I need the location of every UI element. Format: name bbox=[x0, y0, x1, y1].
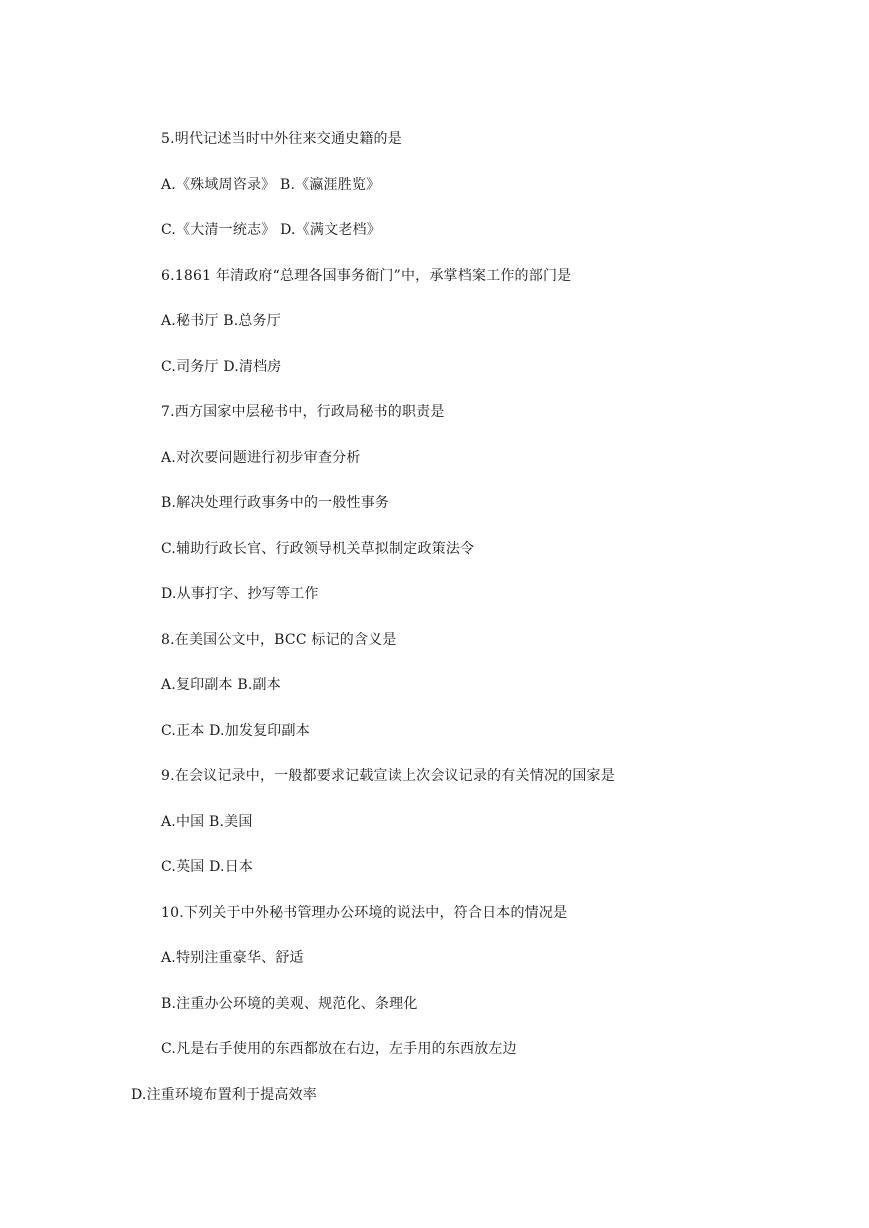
question-5-stem: 5.明代记述当时中外往来交通史籍的是 bbox=[161, 131, 402, 147]
question-5-options-cd: C.《大清一统志》 D.《满文老档》 bbox=[161, 222, 381, 238]
question-9-options-cd: C.英国 D.日本 bbox=[161, 859, 254, 875]
question-9-options-ab: A.中国 B.美国 bbox=[161, 814, 253, 830]
question-7-stem: 7.西方国家中层秘书中，行政局秘书的职责是 bbox=[161, 404, 445, 420]
question-6-options-cd: C.司务厅 D.清档房 bbox=[161, 359, 282, 375]
question-7-option-a: A.对次要问题进行初步审查分析 bbox=[161, 450, 361, 466]
question-10-option-c: C.凡是右手使用的东西都放在右边，左手用的东西放左边 bbox=[161, 1041, 517, 1057]
question-10-option-d: D.注重环境布置利于提高效率 bbox=[131, 1087, 317, 1103]
question-8-options-cd: C.正本 D.加发复印副本 bbox=[161, 723, 310, 739]
question-10-stem: 10.下列关于中外秘书管理办公环境的说法中，符合日本的情况是 bbox=[161, 905, 568, 921]
question-7-option-d: D.从事打字、抄写等工作 bbox=[161, 586, 319, 602]
question-10-option-a: A.特别注重豪华、舒适 bbox=[161, 950, 304, 966]
question-8-options-ab: A.复印副本 B.副本 bbox=[161, 677, 281, 693]
question-8-stem: 8.在美国公文中，BCC 标记的含义是 bbox=[161, 632, 397, 648]
question-6-stem: 6.1861 年清政府“总理各国事务衙门”中，承掌档案工作的部门是 bbox=[161, 268, 572, 284]
question-9-stem: 9.在会议记录中，一般都要求记载宣读上次会议记录的有关情况的国家是 bbox=[161, 768, 615, 784]
question-10-option-b: B.注重办公环境的美观、规范化、条理化 bbox=[161, 996, 418, 1012]
question-6-options-ab: A.秘书厅 B.总务厅 bbox=[161, 313, 281, 329]
question-7-option-c: C.辅助行政长官、行政领导机关草拟制定政策法令 bbox=[161, 541, 475, 557]
question-7-option-b: B.解决处理行政事务中的一般性事务 bbox=[161, 495, 390, 511]
question-5-options-ab: A.《殊域周咨录》 B.《瀛涯胜览》 bbox=[161, 177, 381, 193]
